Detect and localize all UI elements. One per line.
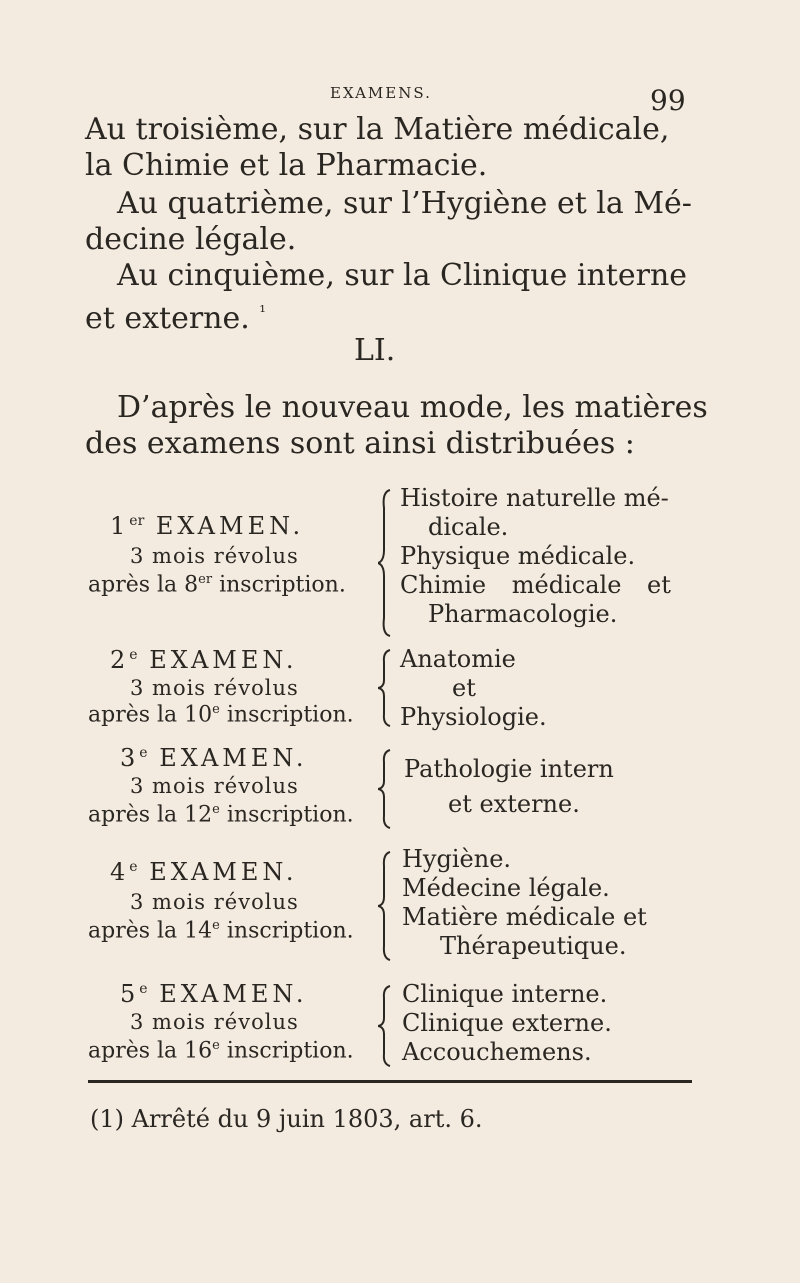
intro-line-6-text: et externe. (85, 301, 250, 336)
exam-4-subject-1: Hygiène. (402, 845, 512, 873)
exam-4-after-sup: e (212, 918, 220, 933)
exam-1-heading (110, 512, 304, 540)
exam-3-brace (378, 748, 392, 830)
exam-3-heading (120, 744, 308, 772)
intro-line-3: Au quatrième, sur l’Hygiène et la Mé- (117, 186, 692, 221)
exam-2-subject-1: Anatomie (400, 645, 516, 673)
exam-5-ordinal-suffix: e (139, 981, 148, 997)
exam-5-subject-1: Clinique interne. (402, 980, 608, 1008)
footnote-mark: ¹ (259, 302, 266, 321)
exam-2-title: EXAMEN. (149, 646, 298, 674)
exam-3-ordinal: 3 (120, 744, 140, 772)
exam-1-title: EXAMEN. (155, 512, 305, 540)
lead-line-1: D’après le nouveau mode, les matières (117, 390, 708, 425)
exam-2-subject-3: Physiologie. (400, 703, 547, 731)
exam-3-subject-1: Pathologie intern (404, 755, 614, 783)
exam-5-brace (378, 984, 392, 1068)
exam-1-subject-1: Histoire naturelle mé- (400, 484, 669, 512)
exam-5-subject-2: Clinique externe. (402, 1009, 612, 1037)
exam-1-subject-5: Pharmacologie. (428, 600, 618, 628)
exam-2-after-prefix: après la 10 (88, 702, 213, 728)
page-number: 99 (650, 84, 686, 117)
exam-4-title: EXAMEN. (149, 858, 298, 886)
exam-4-delay: 3 mois révolus (130, 890, 299, 914)
exam-2-ordinal: 2 (110, 646, 130, 674)
exam-1-ordinal: 1 (110, 512, 130, 540)
exam-3-after-prefix: après la 12 (88, 802, 213, 828)
exam-1-after-sup: er (198, 572, 213, 587)
exam-4-subject-3: Matière médicale et (402, 903, 647, 931)
exam-5-subject-3: Accouchemens. (402, 1038, 592, 1066)
exam-2-ordinal-suffix: e (129, 647, 138, 663)
exam-1-subject-4: Chimie médicale et (400, 571, 671, 599)
intro-line-1: Au troisième, sur la Matière médicale, (85, 112, 670, 147)
exam-1-ordinal-suffix: er (129, 513, 145, 529)
exam-2-delay: 3 mois révolus (130, 676, 299, 700)
exam-2-after-suffix: inscription. (226, 702, 354, 728)
intro-line-4: decine légale. (85, 222, 297, 257)
exam-1-after-suffix: inscription. (219, 572, 346, 598)
exam-1-brace (378, 488, 392, 638)
exam-4-brace (378, 850, 392, 962)
exam-4-ordinal: 4 (110, 858, 130, 886)
exam-5-ordinal: 5 (120, 980, 140, 1008)
exam-3-after-suffix: inscription. (226, 802, 354, 828)
exam-5-after-prefix: après la 16 (88, 1038, 213, 1064)
exam-3-ordinal-suffix: e (139, 745, 148, 761)
exam-4-after (88, 918, 354, 943)
exam-5-after-sup: e (212, 1038, 220, 1053)
exam-5-after-suffix: inscription. (226, 1038, 354, 1064)
exam-4-heading (110, 858, 298, 886)
section-number: LI. (354, 333, 396, 368)
exam-2-heading (110, 646, 298, 674)
exam-5-after (88, 1038, 354, 1063)
exam-1-subject-3: Physique médicale. (400, 542, 636, 570)
exam-3-delay: 3 mois révolus (130, 774, 299, 798)
exam-2-after-sup: e (212, 702, 220, 717)
exam-2-subject-2: et (452, 674, 476, 702)
exam-5-heading (120, 980, 308, 1008)
exam-3-after (88, 802, 354, 827)
exam-5-delay: 3 mois révolus (130, 1010, 299, 1034)
exam-5-title: EXAMEN. (159, 980, 308, 1008)
exam-4-subject-4: Thérapeutique. (440, 932, 627, 960)
intro-line-2: la Chimie et la Pharmacie. (85, 148, 488, 183)
exam-1-after (88, 572, 346, 597)
exam-3-title: EXAMEN. (159, 744, 308, 772)
lead-line-2: des examens sont ainsi distribuées : (85, 426, 635, 461)
exam-4-after-suffix: inscription. (226, 918, 354, 944)
exam-2-brace (378, 648, 392, 728)
exam-1-subject-2: dicale. (428, 513, 509, 541)
exam-2-after (88, 702, 354, 727)
exam-1-delay: 3 mois révolus (130, 544, 299, 568)
running-head: EXAMENS. (330, 84, 432, 102)
exam-4-after-prefix: après la 14 (88, 918, 213, 944)
footnote: (1) Arrêté du 9 juin 1803, art. 6. (90, 1105, 483, 1133)
intro-line-6 (85, 294, 266, 337)
intro-line-5: Au cinquième, sur la Clinique interne (117, 258, 688, 293)
exam-3-subject-2: et externe. (448, 790, 580, 818)
exam-4-subject-2: Médecine légale. (402, 874, 610, 902)
exam-3-after-sup: e (212, 802, 220, 817)
footnote-rule (88, 1080, 692, 1083)
exam-1-after-prefix: après la 8 (88, 572, 199, 598)
exam-4-ordinal-suffix: e (129, 859, 138, 875)
